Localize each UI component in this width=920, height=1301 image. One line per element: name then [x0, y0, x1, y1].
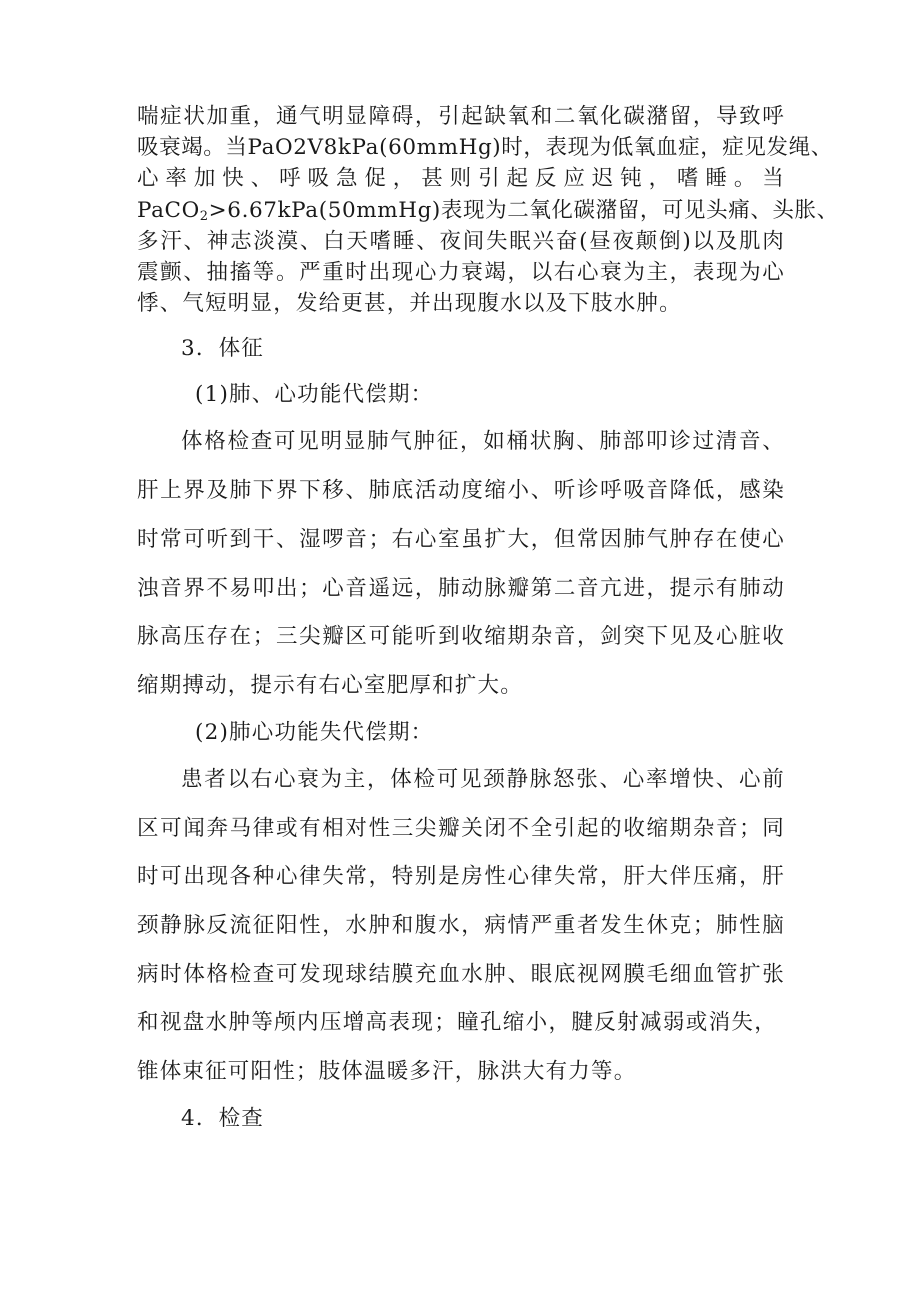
paragraph-1-line-3: 心率加快、呼吸急促，甚则引起反应迟钝，嗜睡。当: [137, 166, 785, 191]
section-heading-4: 4．检查: [181, 1106, 264, 1131]
paragraph-3-line-1: 患者以右心衰为主，体检可见颈静脉怒张、心率增快、心前: [181, 767, 785, 792]
paco2-prefix: PaCO: [137, 198, 200, 223]
paragraph-3-line-7: 锥体束征可阳性；肢体温暖多汗，脉洪大有力等。: [137, 1059, 637, 1084]
paragraph-1-line-5: 多汗、神志淡漠、白天嗜睡、夜间失眠兴奋(昼夜颠倒)以及肌肉: [137, 229, 785, 254]
paragraph-2-line-5: 脉高压存在；三尖瓣区可能听到收缩期杂音，剑突下见及心脏收: [137, 624, 785, 649]
paragraph-2-line-4: 浊音界不易叩出；心音遥远，肺动脉瓣第二音亢进，提示有肺动: [137, 576, 785, 601]
paragraph-1-line-4: [137, 196, 839, 226]
subheading-decompensated: (2)肺心功能失代偿期：: [195, 720, 434, 745]
paragraph-1-line-2: 吸衰竭。当PaO2V8kPa(60mmHg)时，表现为低氧血症，症见发绳、: [137, 135, 833, 160]
paragraph-3-line-5: 病时体格检查可发现球结膜充血水肿、眼底视网膜毛细血管扩张: [137, 962, 785, 987]
paragraph-3-line-3: 时可出现各种心律失常，特别是房性心律失常，肝大伴压痛，肝: [137, 864, 785, 889]
paragraph-1-line-6: 震颤、抽搐等。严重时出现心力衰竭，以右心衰为主，表现为心: [137, 260, 785, 285]
paragraph-3-line-6: 和视盘水肿等颅内压增高表现；瞳孔缩小，腱反射减弱或消失，: [137, 1010, 777, 1035]
paragraph-1-line-1: 喘症状加重，通气明显障碍，引起缺氧和二氧化碳潴留，导致呼: [137, 104, 785, 129]
paragraph-2-line-1: 体格检查可见明显肺气肿征，如桶状胸、肺部叩诊过清音、: [181, 429, 785, 454]
paragraph-3-line-4: 颈静脉反流征阳性，水肿和腹水，病情严重者发生休克；肺性脑: [137, 913, 785, 938]
paragraph-1-line-7: 悸、气短明显，发给更甚，并出现腹水以及下肢水肿。: [137, 291, 682, 316]
paragraph-2-line-2: 肝上界及肺下界下移、肺底活动度缩小、听诊呼吸音降低，感染: [137, 478, 785, 503]
paragraph-3-line-2: 区可闻奔马律或有相对性三尖瓣关闭不全引起的收缩期杂音；同: [137, 816, 785, 841]
section-heading-3: 3．体征: [181, 336, 264, 361]
paco2-subscript: 2: [199, 209, 209, 224]
paragraph-2-line-3: 时常可听到干、湿啰音；右心室虽扩大，但常因肺气肿存在使心: [137, 527, 785, 552]
paragraph-2-line-6: 缩期搏动，提示有右心室肥厚和扩大。: [137, 673, 523, 698]
subheading-compensated: (1)肺、心功能代偿期：: [195, 382, 434, 407]
paco2-rest: >6.67kPa(50mmHg)表现为二氧化碳潴留，可见头痛、头胀、: [208, 198, 839, 223]
